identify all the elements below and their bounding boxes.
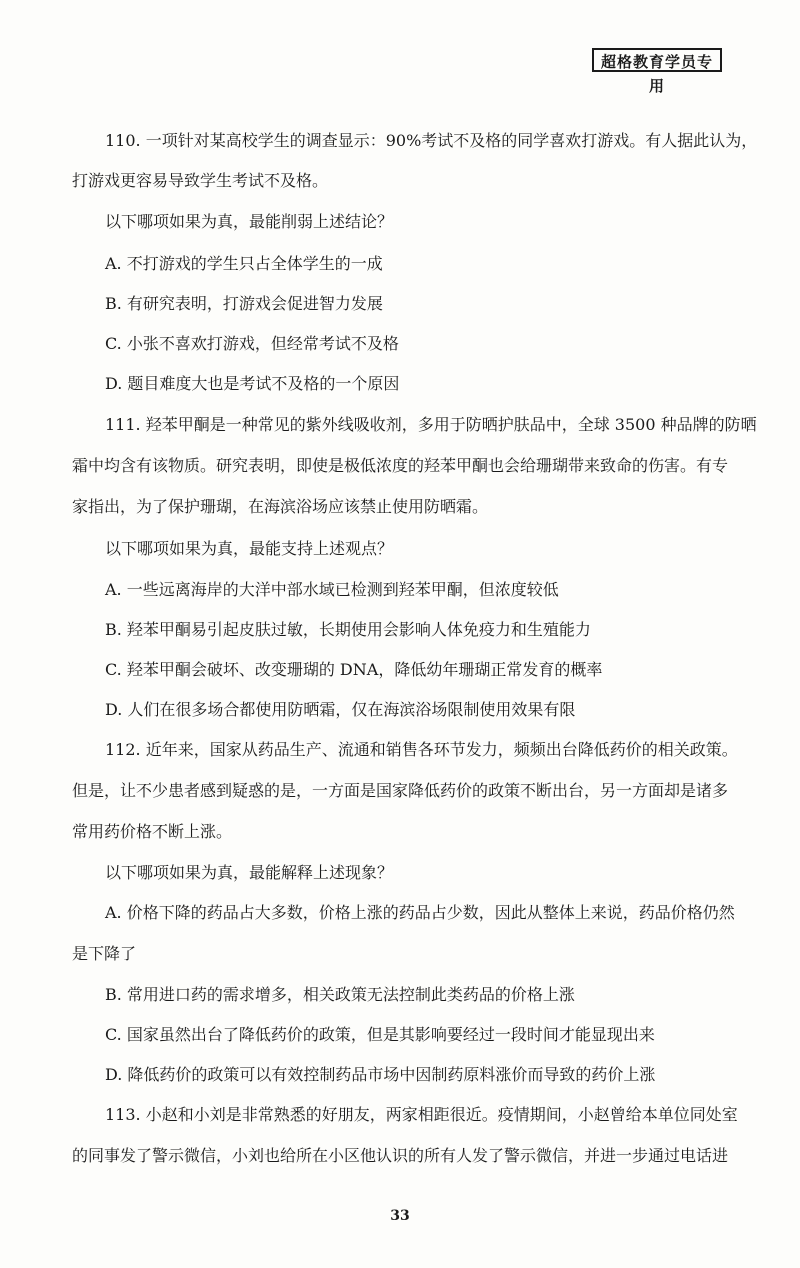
q110-option-c: C. 小张不喜欢打游戏，但经常考试不及格: [105, 334, 399, 353]
q113-stem-line-1: 113. 小赵和小刘是非常熟悉的好朋友，两家相距很近。疫情期间，小赵曾给本单位同处室: [105, 1105, 738, 1124]
q112-option-a-line-2: 是下降了: [72, 944, 137, 963]
q111-option-d: D. 人们在很多场合都使用防晒霜，仅在海滨浴场限制使用效果有限: [105, 700, 576, 719]
q112-option-b: B. 常用进口药的需求增多，相关政策无法控制此类药品的价格上涨: [105, 985, 575, 1004]
q112-option-a-line-1: A. 价格下降的药品占大多数，价格上涨的药品占少数，因此从整体上来说，药品价格仍然: [105, 903, 735, 922]
q111-option-c: C. 羟苯甲酮会破坏、改变珊瑚的 DNA，降低幼年珊瑚正常发育的概率: [105, 660, 603, 679]
exclusive-use-stamp: 超格教育学员专用: [592, 48, 722, 72]
q112-stem-line-2: 但是，让不少患者感到疑惑的是，一方面是国家降低药价的政策不断出台，另一方面却是诸多: [72, 781, 729, 800]
q111-prompt: 以下哪项如果为真，最能支持上述观点？: [105, 539, 394, 558]
q111-stem-line-2: 霜中均含有该物质。研究表明，即使是极低浓度的羟苯甲酮也会给珊瑚带来致命的伤害。有专: [72, 456, 729, 475]
q111-option-a: A. 一些远离海岸的大洋中部水域已检测到羟苯甲酮，但浓度较低: [105, 580, 559, 599]
q110-option-d: D. 题目难度大也是考试不及格的一个原因: [105, 374, 400, 393]
q110-stem-line-2: 打游戏更容易导致学生考试不及格。: [72, 171, 329, 190]
q112-option-c: C. 国家虽然出台了降低药价的政策，但是其影响要经过一段时间才能显现出来: [105, 1025, 655, 1044]
page-number: 33: [390, 1208, 410, 1224]
q111-option-b: B. 羟苯甲酮易引起皮肤过敏，长期使用会影响人体免疫力和生殖能力: [105, 620, 591, 639]
q112-stem-line-1: 112. 近年来，国家从药品生产、流通和销售各环节发力，频频出台降低药价的相关政策。: [105, 740, 738, 759]
q112-option-d: D. 降低药价的政策可以有效控制药品市场中因制药原料涨价而导致的药价上涨: [105, 1065, 656, 1084]
q112-prompt: 以下哪项如果为真，最能解释上述现象？: [105, 863, 394, 882]
q111-stem-line-1: 111. 羟苯甲酮是一种常见的紫外线吸收剂，多用于防晒护肤品中，全球 3500 种品牌的防晒: [105, 415, 757, 434]
q112-stem-line-3: 常用药价格不断上涨。: [72, 822, 233, 841]
q110-option-b: B. 有研究表明，打游戏会促进智力发展: [105, 294, 383, 313]
q110-option-a: A. 不打游戏的学生只占全体学生的一成: [105, 254, 383, 273]
q110-stem-line-1: 110. 一项针对某高校学生的调查显示：90%考试不及格的同学喜欢打游戏。有人据此认为，: [105, 131, 758, 150]
q113-stem-line-2: 的同事发了警示微信，小刘也给所在小区他认识的所有人发了警示微信，并进一步通过电话进: [72, 1146, 729, 1165]
q110-prompt: 以下哪项如果为真，最能削弱上述结论？: [105, 212, 394, 231]
q111-stem-line-3: 家指出，为了保护珊瑚，在海滨浴场应该禁止使用防晒霜。: [72, 497, 489, 516]
